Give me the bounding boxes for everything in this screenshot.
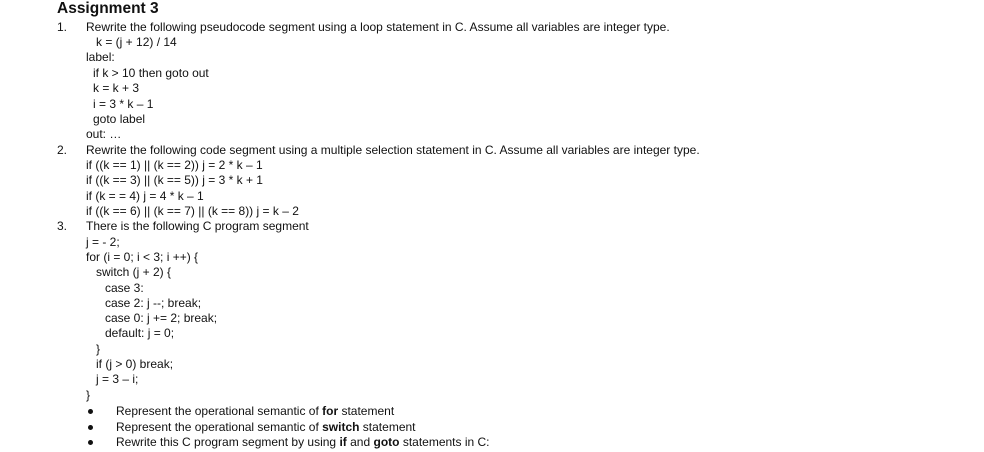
q2-code-line: if (k = = 4) j = 4 * k – 1 xyxy=(86,189,204,203)
q1-prompt: Rewrite the following pseudocode segment using a loop statement in C. Assume all variables are integer type. xyxy=(86,20,670,34)
q1-number: 1. xyxy=(57,20,68,34)
bullet-text: Represent the operational semantic of xyxy=(116,404,323,418)
q2-code-line: if ((k == 1) || (k == 2)) j = 2 * k – 1 xyxy=(86,158,263,172)
bullet-text: Represent the operational semantic of xyxy=(116,420,323,434)
q3-code-line: case 0: j += 2; break; xyxy=(105,311,218,325)
q2-code-line: if ((k == 3) || (k == 5)) j = 3 * k + 1 xyxy=(86,173,263,187)
bullet-text: statements in C: xyxy=(399,435,490,449)
assignment-title: Assignment 3 xyxy=(57,0,159,17)
q1-code-line: out: … xyxy=(86,127,122,141)
bullet-text: statement xyxy=(359,420,416,434)
q3-code-line: for (i = 0; i < 3; i ++) { xyxy=(86,250,199,264)
q3-code-line: if (j > 0) break; xyxy=(96,357,174,371)
bullet-text: Rewrite this C program segment by using xyxy=(116,435,340,449)
bullet-text: statement xyxy=(338,404,395,418)
bullet-item-rewrite xyxy=(116,435,490,449)
bullet-keyword: goto xyxy=(373,435,400,449)
q2-code-line: if ((k == 6) || (k == 7) || (k == 8)) j = k – 2 xyxy=(86,204,299,218)
q1-code-line: goto label xyxy=(93,112,146,126)
bullet-keyword: if xyxy=(339,435,347,449)
q3-prompt: There is the following C program segment xyxy=(86,219,309,233)
q3-code-line: j = 3 – i; xyxy=(96,372,139,386)
q3-code-line: default: j = 0; xyxy=(105,326,175,340)
bullet-keyword: for xyxy=(322,404,339,418)
bullet-marker xyxy=(88,440,93,445)
q1-code-line: label: xyxy=(86,50,115,64)
q1-code-line: k = (j + 12) / 14 xyxy=(96,35,177,49)
q1-code-line: i = 3 * k – 1 xyxy=(93,97,154,111)
q2-number: 2. xyxy=(57,143,68,157)
q3-code-line: case 2: j --; break; xyxy=(105,296,202,310)
q2-prompt: Rewrite the following code segment using a multiple selection statement in C. Assume all variables are integer type. xyxy=(86,143,700,157)
q3-code-line: case 3: xyxy=(105,281,144,295)
q3-number: 3. xyxy=(57,219,68,233)
bullet-item-switch xyxy=(116,420,416,434)
q3-code-line: } xyxy=(86,388,91,402)
bullet-text: and xyxy=(346,435,374,449)
q1-code-line: k = k + 3 xyxy=(93,81,140,95)
q1-code-line: if k > 10 then goto out xyxy=(93,66,209,80)
bullet-marker xyxy=(88,425,93,430)
bullet-keyword: switch xyxy=(322,420,360,434)
q3-code-line: } xyxy=(96,342,101,356)
bullet-item-for xyxy=(116,404,394,418)
bullet-marker xyxy=(88,409,93,414)
q3-code-line: j = - 2; xyxy=(86,235,120,249)
q3-code-line: switch (j + 2) { xyxy=(96,265,172,279)
